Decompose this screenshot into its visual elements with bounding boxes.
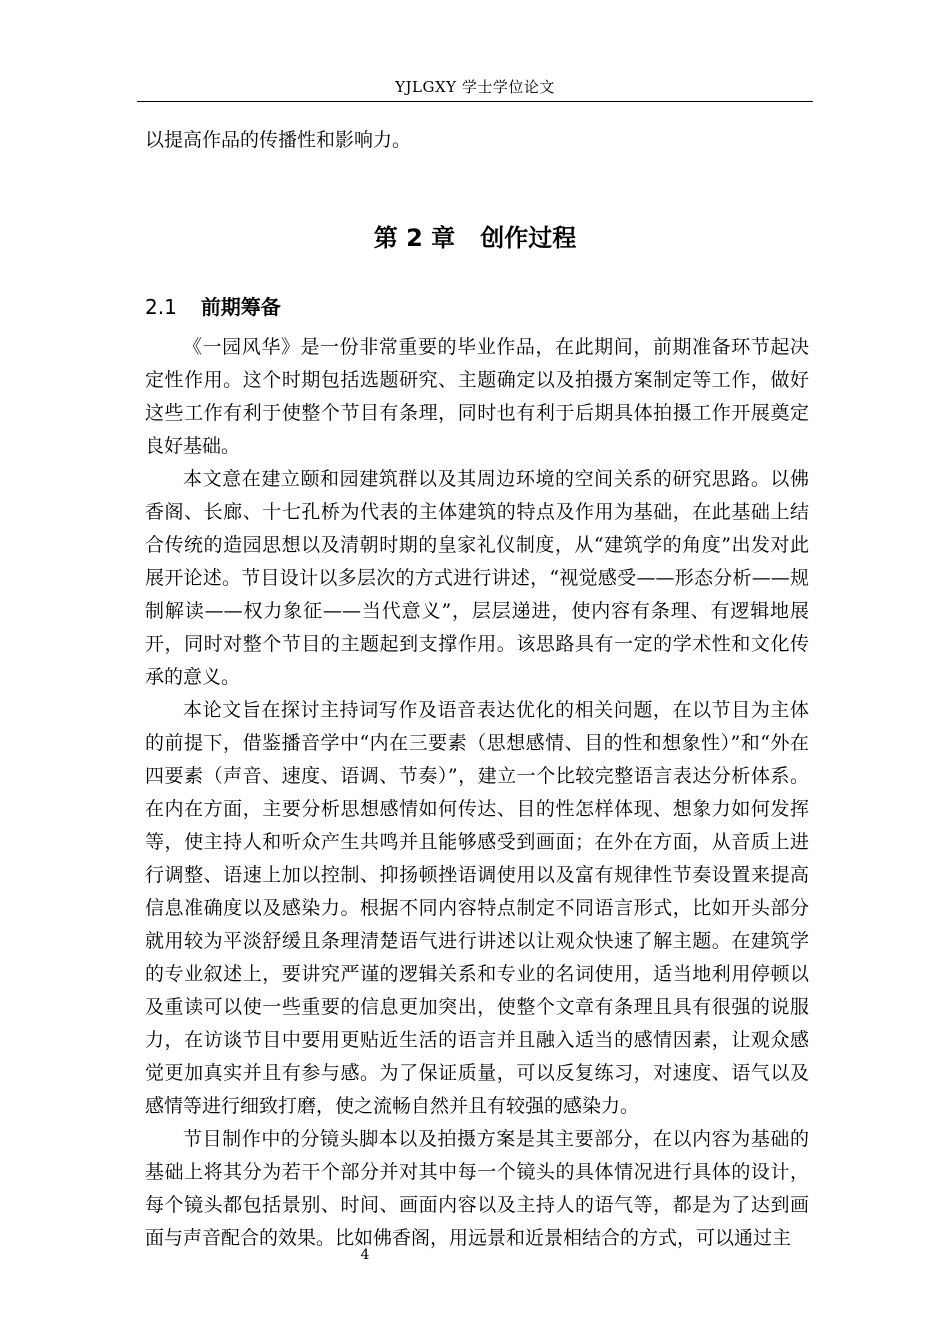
section-body [145,331,809,1255]
carry-over-text: 以提高作品的传播性和影响力。 [145,129,412,151]
chapter-title: 创作过程 [480,224,577,252]
chapter-number: 第 2 章 [373,224,456,252]
section-number: 2.1 [145,295,177,319]
page-number: 4 [360,1247,370,1263]
body-paragraph: 本论文旨在探讨主持词写作及语音表达优化的相关问题，在以节目为主体的前提下，借鉴播音学中“内在三要素（思想感情、目的性和想象性）”和“外在四要素（声音、速度、语调、节奏）”，建立一个比较完整语言表达分析体系。在内在方面，主要分析思想感情如何传达、目的性怎样体现、想象力如何发挥等，使主持人和听众产生共鸣并且能够感受到画面；在外在方面，从音质上进行调整、语速上加以控制、抑扬顿挫语调使用以及富有规律性节奏设置来提高信息准确度以及感染力。根据不同内容特点制定不同语言形式，比如开头部分就用较为平淡舒缓且条理清楚语气进行讲述以让观众快速了解主题。在建筑学的专业叙述上，要讲究严谨的逻辑关系和专业的名词使用，适当地利用停顿以及重读可以使一些重要的信息更加突出，使整个文章有条理且具有很强的说服力，在访谈节目中要用更贴近生活的语言并且融入适当的感情因素，让观众感觉更加真实并且有参与感。为了保证质量，可以反复练习，对速度、语气以及感情等进行细致打磨，使之流畅自然并且有较强的感染力。 [145,699,809,1117]
section-heading [145,292,281,322]
body-paragraph: 《一园风华》是一份非常重要的毕业作品，在此期间，前期准备环节起决定性作用。这个时期包括选题研究、主题确定以及拍摄方案制定等工作，做好这些工作有利于使整个节目有条理，同时也有利于后期具体拍摄工作开展奠定良好基础。 [145,336,809,457]
chapter-heading [137,220,813,256]
header-rule [137,101,813,102]
body-paragraph: 本文意在建立颐和园建筑群以及其周边环境的空间关系的研究思路。以佛香阁、长廊、十七孔桥为代表的主体建筑的特点及作用为基础，在此基础上结合传统的造园思想以及清朝时期的皇家礼仪制度，从“建筑学的角度”出发对此展开论述。节目设计以多层次的方式进行讲述，“视觉感受——形态分析——规制解读——权力象征——当代意义”，层层递进，使内容有条理、有逻辑地展开，同时对整个节目的主题起到支撑作用。该思路具有一定的学术性和文化传承的意义。 [145,468,809,688]
body-paragraph: 节目制作中的分镜头脚本以及拍摄方案是其主要部分，在以内容为基础的基础上将其分为若干个部分并对其中每一个镜头的具体情况进行具体的设计，每个镜头都包括景别、时间、画面内容以及主持人的语气等，都是为了达到画面与声音配合的效果。比如佛香阁，用远景和近景相结合的方式，可以通过主 [145,1128,809,1249]
running-header: YJLGXY 学士学位论文 [395,78,555,96]
section-title: 前期筹备 [200,295,281,319]
